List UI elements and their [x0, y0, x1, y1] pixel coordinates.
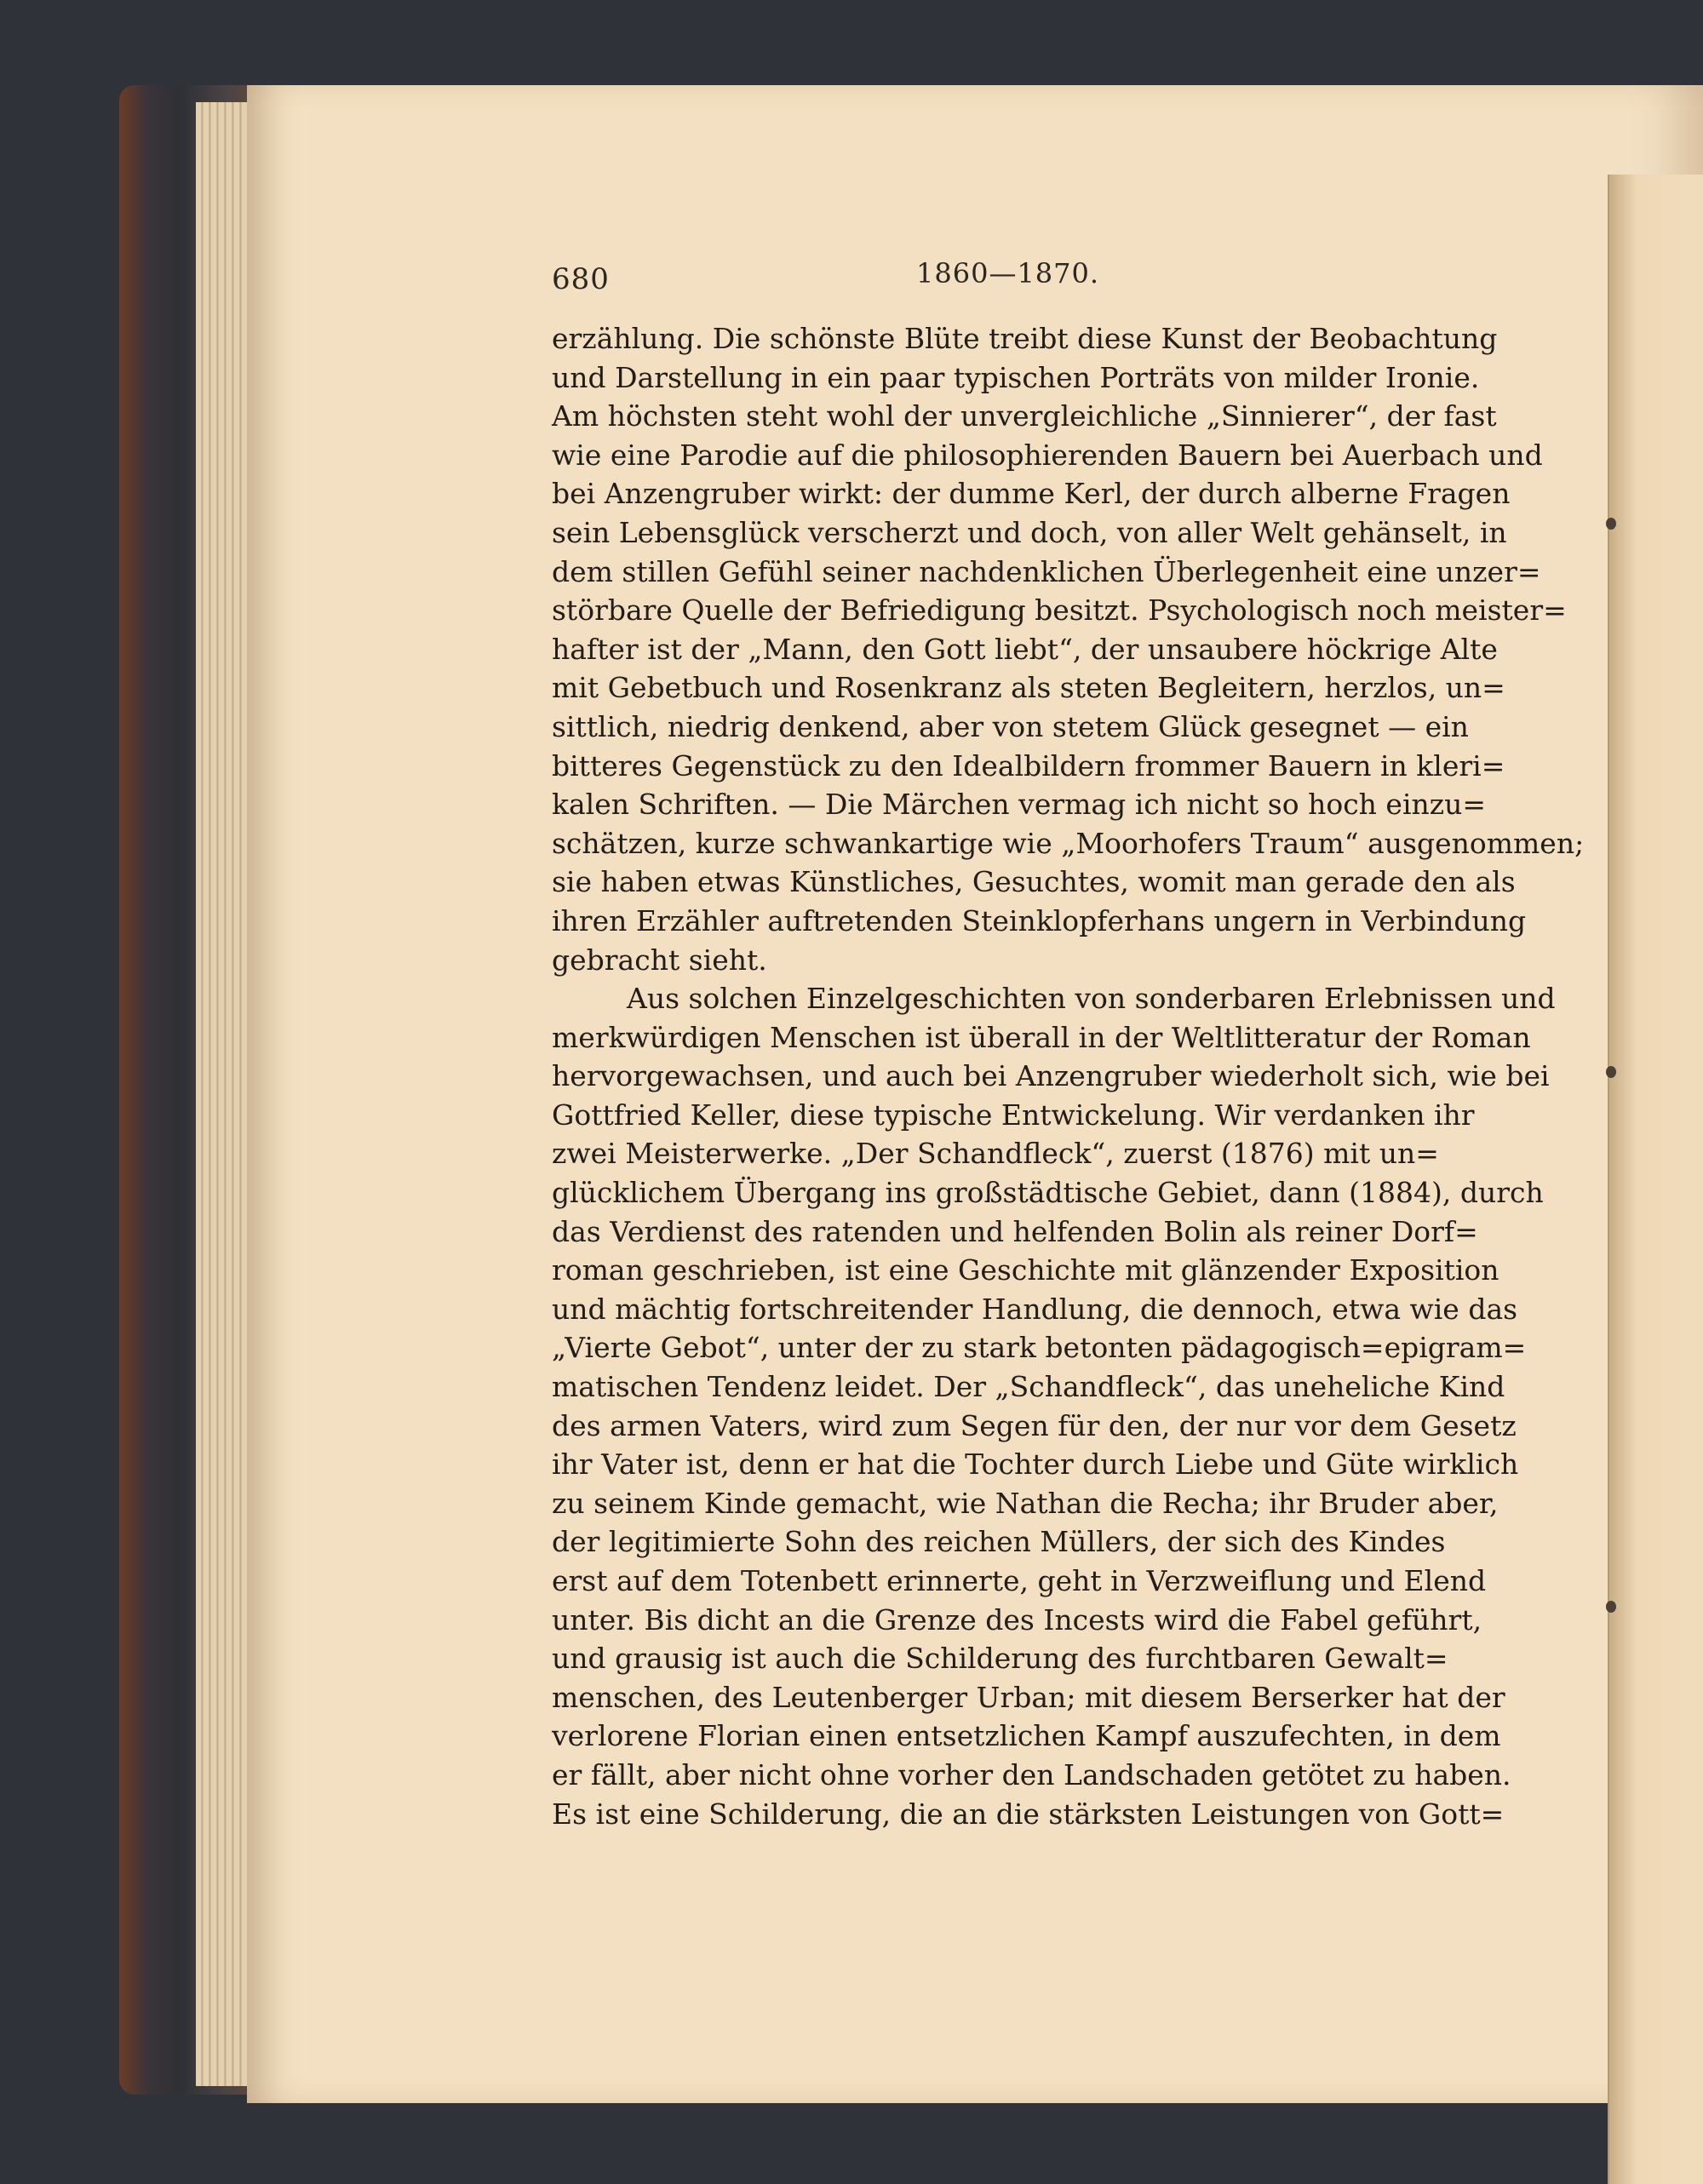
text-line: sittlich, niedrig denkend, aber von stetem Glück gesegnet — ein [552, 709, 1469, 743]
text-line: Aus solchen Einzelgeschichten von sonderbaren Erlebnissen und [627, 982, 1556, 1016]
next-page-leaf [1608, 175, 1703, 2184]
text-line: Es ist eine Schilderung, die an die stärksten Leistungen von Gott= [552, 1797, 1505, 1831]
text-line: kalen Schriften. — Die Märchen vermag ich nicht so hoch einzu= [552, 788, 1487, 822]
text-line: wie eine Parodie auf die philosophierenden Bauern bei Auerbach und [552, 438, 1543, 472]
text-line: sein Lebensglück verscherzt und doch, von aller Welt gehänselt, in [552, 515, 1507, 549]
text-line: das Verdienst des ratenden und helfenden Bolin als reiner Dorf= [552, 1214, 1478, 1248]
text-line: ihr Vater ist, denn er hat die Tochter durch Liebe und Güte wirklich [552, 1447, 1519, 1482]
text-line: erzählung. Die schönste Blüte treibt diese Kunst der Beobachtung [552, 322, 1498, 355]
page-marker-dot [1606, 1601, 1616, 1613]
text-line: gebracht sieht. [552, 943, 767, 977]
running-head: 1860—1870. [916, 257, 1100, 289]
text-line: zwei Meisterwerke. „Der Schandfleck“, zuerst (1876) mit un= [552, 1137, 1439, 1171]
text-line: Gottfried Keller, diese typische Entwickelung. Wir verdanken ihr [552, 1098, 1475, 1132]
text-line: ihren Erzähler auftretenden Steinklopferhans ungern in Verbindung [552, 903, 1527, 937]
text-line: „Vierte Gebot“, unter der zu stark betonten pädagogisch=epigram= [552, 1331, 1527, 1365]
text-line: erst auf dem Totenbett erinnerte, geht in Verzweiflung und Elend [552, 1564, 1487, 1597]
text-line: bitteres Gegenstück zu den Idealbildern frommer Bauern in kleri= [552, 748, 1505, 782]
text-line: hafter ist der „Mann, den Gott liebt“, der unsaubere höckrige Alte [552, 632, 1498, 666]
text-line: dem stillen Gefühl seiner nachdenklichen Überlegenheit eine unzer= [552, 554, 1541, 588]
text-line: schätzen, kurze schwankartige wie „Moorhofers Traum“ ausgenommen; [552, 826, 1585, 860]
text-line: verlorene Florian einen entsetzlichen Kampf auszufechten, in dem [552, 1719, 1501, 1753]
text-line: merkwürdigen Menschen ist überall in der Weltlitteratur der Roman [552, 1020, 1531, 1054]
text-line: roman geschrieben, ist eine Geschichte mit glänzender Exposition [552, 1253, 1499, 1287]
text-line: des armen Vaters, wird zum Segen für den, der nur vor dem Gesetz [552, 1408, 1517, 1442]
text-line: und grausig ist auch die Schilderung des furchtbaren Gewalt= [552, 1642, 1448, 1676]
text-line: Am höchsten steht wohl der unvergleichliche „Sinnierer“, der fast [552, 399, 1497, 433]
page-marker-dot [1606, 518, 1616, 530]
text-line: bei Anzengruber wirkt: der dumme Kerl, der durch alberne Fragen [552, 477, 1511, 511]
text-line: und mächtig fortschreitender Handlung, die dennoch, etwa wie das [552, 1292, 1518, 1326]
text-line: und Darstellung in ein paar typischen Porträts von milder Ironie. [552, 360, 1480, 394]
text-line: hervorgewachsen, und auch bei Anzengruber wiederholt sich, wie bei [552, 1059, 1550, 1093]
text-line: sie haben etwas Künstliches, Gesuchtes, womit man gerade den als [552, 865, 1516, 899]
text-line: unter. Bis dicht an die Grenze des Incests wird die Fabel geführt, [552, 1602, 1482, 1637]
text-line: matischen Tendenz leidet. Der „Schandfleck“, das uneheliche Kind [552, 1370, 1505, 1404]
text-line: zu seinem Kinde gemacht, wie Nathan die Recha; ihr Bruder aber, [552, 1486, 1499, 1520]
text-line: mit Gebetbuch und Rosenkranz als steten Begleitern, herzlos, un= [552, 671, 1505, 705]
text-line: glücklichem Übergang ins großstädtische Gebiet, dann (1884), durch [552, 1176, 1544, 1210]
text-line: störbare Quelle der Befriedigung besitzt. Psychologisch noch meister= [552, 593, 1567, 628]
page-number: 680 [552, 262, 610, 296]
text-line: er fällt, aber nicht ohne vorher den Landschaden getötet zu haben. [552, 1757, 1511, 1791]
text-line: der legitimierte Sohn des reichen Müllers, der sich des Kindes [552, 1525, 1446, 1559]
text-line: menschen, des Leutenberger Urban; mit diesem Berserker hat der [552, 1680, 1505, 1714]
page-marker-dot [1606, 1066, 1616, 1078]
page-header [552, 257, 1420, 300]
body-text [552, 319, 1585, 1833]
